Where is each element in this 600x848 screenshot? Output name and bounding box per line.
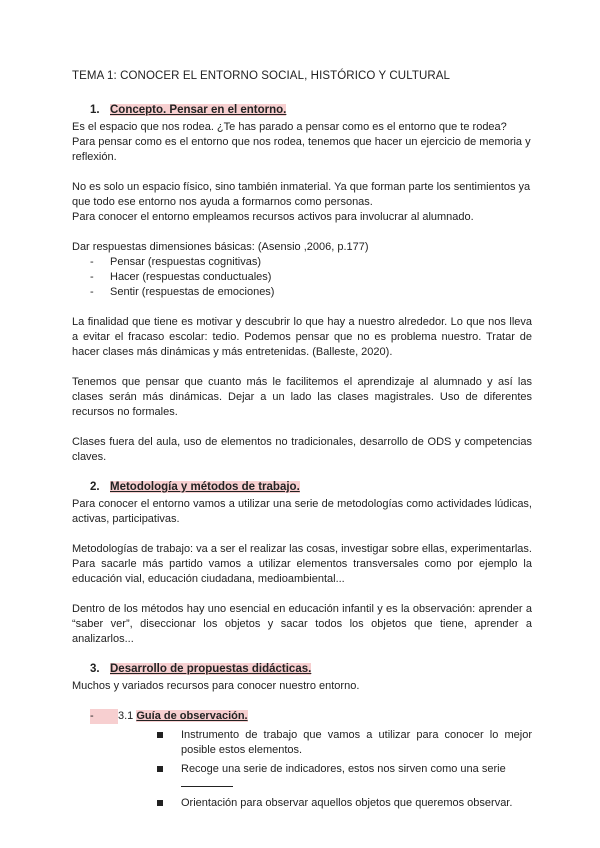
paragraph: No es solo un espacio físico, sino también inmaterial. Ya que forman parte los sentimientos ya que todo ese entorno nos ayuda a formarnos como personas. (72, 181, 531, 208)
section-heading-2 (72, 480, 532, 495)
paragraph: Clases fuera del aula, uso de elementos no tradicionales, desarrollo de ODS y competencias claves. (72, 436, 532, 463)
paragraph: Muchos y variados recursos para conocer nuestro entorno. (72, 680, 360, 692)
subsection-title: Guía de observación. (136, 710, 248, 722)
square-bullet-icon (157, 732, 163, 738)
section-heading-1 (72, 103, 532, 118)
list-item: Recoge una serie de indicadores, estos nos sirven como una serie (157, 762, 532, 792)
square-bullet-list (72, 728, 532, 811)
section-number: 3. (90, 663, 100, 675)
fill-in-blank-line (181, 777, 233, 787)
list-item: Orientación para observar aquellos objetos que queremos observar. (157, 796, 532, 811)
square-bullet-icon (157, 766, 163, 772)
paragraph: Metodologías de trabajo: va a ser el realizar las cosas, investigar sobre ellas, experimentarlas. Para sacarle más partido vamos a utilizar elementos transversales como por ejemplo la educación vial, educación ciudadana, medioambiental... (72, 543, 532, 585)
paragraph: Tenemos que pensar que cuanto más le facilitemos el aprendizaje al alumnado y así las clases serán más dinámicas. Dejar a un lado las clases magistrales. Uso de diferentes recursos no formales. (72, 376, 532, 418)
paragraph: Para conocer el entorno empleamos recursos activos para involucrar al alumnado. (72, 211, 474, 223)
document-title: TEMA 1: CONOCER EL ENTORNO SOCIAL, HISTÓRICO Y CULTURAL (72, 70, 451, 82)
section-heading-3 (72, 662, 532, 677)
section-number: 2. (90, 481, 100, 493)
paragraph: Dentro de los métodos hay uno esencial en educación infantil y es la observación: aprender a “saber ver”, diseccionar los objetos y sacar todos los objetos que tiene, aprender a analizarlos... (72, 603, 532, 645)
paragraph: La finalidad que tiene es motivar y descubrir lo que hay a nuestro alrededor. Lo que nos lleva a evitar el fracaso escolar: tedio. Podemos pensar que no es problema nuestro. Tratar de hacer clases más dinámicas y más entretenidas. (Balleste, 2020). (72, 316, 532, 358)
section-title: Concepto. Pensar en el entorno. (110, 104, 287, 116)
list-item: - Sentir (respuestas de emociones) (90, 286, 275, 298)
section-number: 1. (90, 104, 100, 116)
list-item: Instrumento de trabajo que vamos a utilizar para conocer lo mejor posible estos elementos. (157, 728, 532, 758)
subsection-marker: - (90, 709, 118, 724)
paragraph: Para conocer el entorno vamos a utilizar una serie de metodologías como actividades lúdicas, activas, participativas. (72, 498, 532, 525)
subsection-heading (90, 709, 532, 724)
section-title: Metodología y métodos de trabajo. (110, 481, 300, 493)
list-item: - Pensar (respuestas cognitivas) (90, 256, 262, 268)
subsection-number: 3.1 (118, 710, 134, 722)
document-page (72, 70, 532, 815)
paragraph: Es el espacio que nos rodea. ¿Te has parado a pensar como es el entorno que te rodea? Para pensar como es el entorno que nos rodea, tenemos que hacer un ejercicio de memoria y reflexión. (72, 121, 531, 163)
dash-list (72, 255, 532, 300)
section-title: Desarrollo de propuestas didácticas. (110, 663, 312, 675)
list-item: - Hacer (respuestas conductuales) (90, 271, 272, 283)
square-bullet-icon (157, 800, 163, 806)
paragraph: Dar respuestas dimensiones básicas: (Asensio ,2006, p.177) (72, 241, 369, 253)
